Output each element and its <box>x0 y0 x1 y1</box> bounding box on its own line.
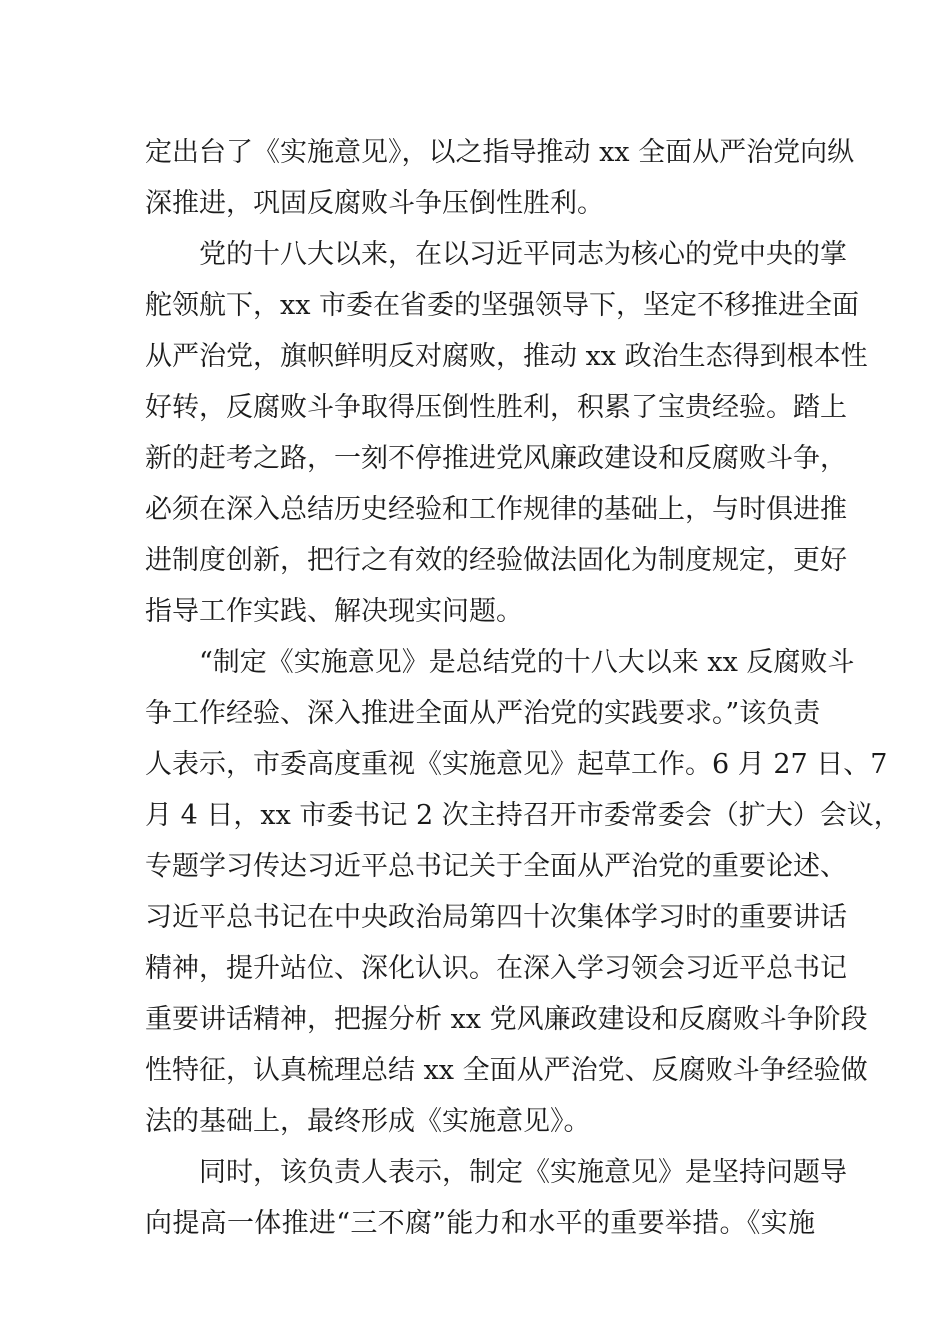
paragraph-line: 习近平总书记在中央政治局第四十次集体学习时的重要讲话 <box>145 902 847 933</box>
paragraph-line: 进制度创新，把行之有效的经验做法固化为制度规定，更好 <box>145 545 847 576</box>
paragraph-line: 重要讲话精神，把握分析 xx 党风廉政建设和反腐败斗争阶段 <box>145 1004 868 1035</box>
paragraph-line: 法的基础上，最终形成《实施意见》。 <box>145 1106 591 1137</box>
paragraph-line: 向提高一体推进“三不腐”能力和水平的重要举措。《实施 <box>145 1208 815 1239</box>
paragraph-line: 深推进，巩固反腐败斗争压倒性胜利。 <box>145 188 604 219</box>
paragraph-first-line: 党的十八大以来，在以习近平同志为核心的党中央的掌 <box>199 239 847 270</box>
paragraph-line: 月 4 日，xx 市委书记 2 次主持召开市委常委会（扩大）会议， <box>145 800 901 831</box>
paragraph-line: 争工作经验、深入推进全面从严治党的实践要求。”该负责 <box>145 698 821 729</box>
paragraph-line: 新的赶考之路，一刻不停推进党风廉政建设和反腐败斗争， <box>145 443 847 474</box>
paragraph-line: 专题学习传达习近平总书记关于全面从严治党的重要论述、 <box>145 851 847 882</box>
paragraph-line: 舵领航下，xx 市委在省委的坚强领导下，坚定不移推进全面 <box>145 290 860 321</box>
paragraph-first-line: “制定《实施意见》是总结党的十八大以来 xx 反腐败斗 <box>199 647 855 678</box>
paragraph-line: 人表示，市委高度重视《实施意见》起草工作。6 月 27 日、7 <box>145 749 888 780</box>
paragraph-first-line: 同时，该负责人表示，制定《实施意见》是坚持问题导 <box>199 1157 847 1188</box>
paragraph-line: 必须在深入总结历史经验和工作规律的基础上，与时俱进推 <box>145 494 847 525</box>
paragraph-line: 好转，反腐败斗争取得压倒性胜利，积累了宝贵经验。踏上 <box>145 392 847 423</box>
paragraph-line: 从严治党，旗帜鲜明反对腐败，推动 xx 政治生态得到根本性 <box>145 341 868 372</box>
paragraph-line: 精神，提升站位、深化认识。在深入学习领会习近平总书记 <box>145 953 847 984</box>
paragraph-line: 指导工作实践、解决现实问题。 <box>145 596 523 627</box>
paragraph-line: 性特征，认真梳理总结 xx 全面从严治党、反腐败斗争经验做 <box>145 1055 868 1086</box>
paragraph-line: 定出台了《实施意见》，以之指导推动 xx 全面从严治党向纵 <box>145 137 855 168</box>
